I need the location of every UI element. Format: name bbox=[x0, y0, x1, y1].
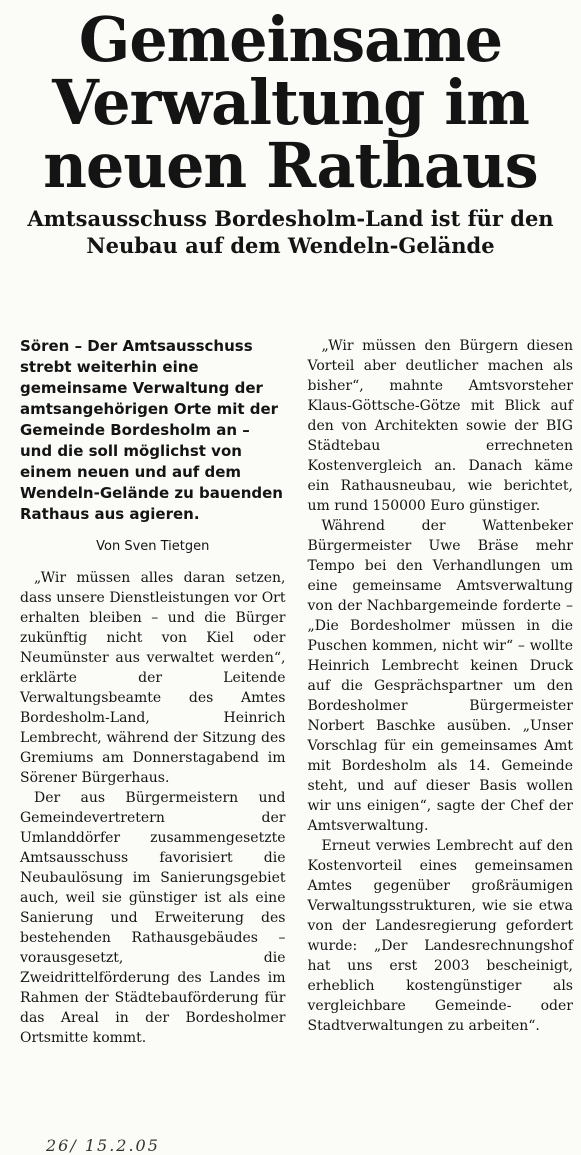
article-byline: Von Sven Tietgen bbox=[96, 539, 210, 554]
article-headline bbox=[9, 0, 573, 202]
column-right bbox=[308, 336, 574, 1048]
headline-line-3: neuen Rathaus bbox=[43, 129, 538, 202]
handwritten-date-note: 26/ 15.2.05 bbox=[46, 1136, 160, 1155]
paragraph: Der aus Bürgermeistern und Gemeindevertretern der Umlanddörfer zusammengesetzte Amtsausschuss favorisiert die Neubaulösung im Sanierungsgebiet auch, weil sie günstiger ist als eine Sanierung und Erweiterung des bestehenden Rathausgebäudes – vorausgesetzt, die Zweidrittelförderung des Landes im Rahmen der Städtebauförderung für das Areal in der Bordesholmer Ortsmitte kommt. bbox=[20, 790, 286, 1046]
column-left bbox=[20, 336, 286, 1048]
paragraph: „Wir müssen alles daran setzen, dass unsere Dienstleistungen vor Ort erhalten bleiben – und die Bürger zukünftig nicht von Kiel oder Neumünster aus verwaltet werden“, erklärte der Leitende Verwaltungsbeamte des Amtes Bordesholm-Land, Heinrich Lembrecht, während der Sitzung des Gremiums am Donnerstagabend im Sörener Bürgerhaus. bbox=[20, 570, 286, 786]
paragraph: „Wir müssen den Bürgern diesen Vorteil aber deutlicher machen als bisher“, mahnte Amtsvorsteher Klaus-Göttsche-Götze mit Blick auf den von Architekten sowie der BIG Städtebau errechneten Kostenvergleich an. Danach käme ein Rathausneubau, wie berichtet, um rund 150000 Euro günstiger. bbox=[307, 338, 573, 514]
headline-line-1: Gemeinsame bbox=[78, 3, 503, 76]
paragraph: Während der Wattenbeker Bürgermeister Uwe Bräse mehr Tempo bei den Verhandlungen um eine gemeinsame Amtsverwaltung von der Nachbargemeinde forderte – „Die Bordesholmer müssen in die Puschen kommen, nicht wir“ – wollte Heinrich Lembrecht keinen Druck auf die Gesprächspartner um den Bordesholmer Bürgermeister Norbert Baschke ausüben. „Unser Vorschlag für ein gemeinsames Amt mit Bordesholm als 14. Gemeinde steht, und auf dieser Basis wollen wir uns einigen“, sagte der Chef der Amtsverwaltung. bbox=[307, 518, 573, 834]
article-lead: Sören – Der Amtsausschuss strebt weiterhin eine gemeinsame Verwaltung der amtsangehörigen Orte mit der Gemeinde Bordesholm an – und die soll möglichst von einem neuen und auf dem Wendeln-Gelände zu bauenden Rathaus aus agieren. bbox=[20, 337, 283, 523]
article-subheadline: Amtsausschuss Bordesholm-Land ist für den Neubau auf dem Wendeln-Gelände bbox=[27, 206, 554, 258]
article-body bbox=[20, 336, 573, 1048]
paragraph: Erneut verwies Lembrecht auf den Kostenvorteil eines gemeinsamen Amtes gegenüber großräumigen Verwaltungsstrukturen, wie sie etwa von der Landesregierung gefordert wurde: „Der Landesrechnungshof hat uns erst 2003 bescheinigt, erheblich kostengünstiger als vergleichbare Gemeinde- oder Stadtverwaltungen zu arbeiten“. bbox=[307, 838, 573, 1034]
headline-line-2: Verwaltung im bbox=[52, 66, 529, 139]
